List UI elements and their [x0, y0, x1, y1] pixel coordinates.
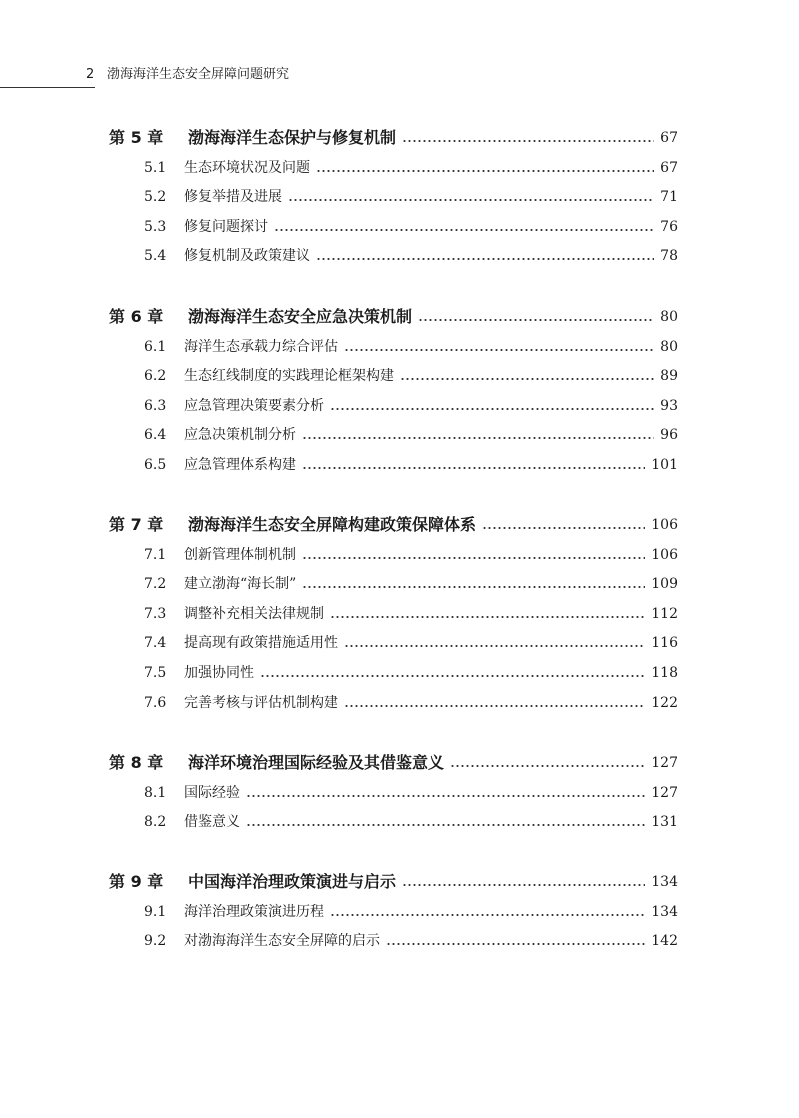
dot-leader — [402, 139, 654, 143]
page-reference: 106 — [651, 517, 678, 533]
page-reference: 93 — [660, 398, 678, 414]
page-reference: 101 — [651, 457, 678, 473]
chapter-title: 渤海海洋生态保护与修复机制 — [188, 128, 397, 147]
section-number: 6.1 — [144, 339, 167, 355]
dot-leader — [302, 556, 645, 560]
chapter-number: 第 7 章 — [109, 515, 164, 534]
section-number: 7.4 — [144, 635, 167, 651]
toc-chapter-row — [0, 126, 799, 150]
section-number: 6.5 — [144, 457, 167, 473]
header-rule — [0, 87, 95, 88]
toc-section-row — [0, 215, 799, 239]
section-number: 8.1 — [144, 785, 167, 801]
section-title: 应急管理决策要素分析 — [184, 398, 324, 414]
toc-section-row — [0, 929, 799, 953]
toc-section-row — [0, 602, 799, 626]
page-reference: 127 — [651, 755, 678, 771]
page-reference: 131 — [651, 814, 678, 830]
dot-leader — [246, 794, 645, 798]
dot-leader — [344, 644, 645, 648]
dot-leader — [302, 436, 654, 440]
page-reference: 134 — [651, 874, 678, 890]
page-reference: 89 — [660, 368, 678, 384]
section-title: 加强协同性 — [184, 665, 254, 681]
section-number: 8.2 — [144, 814, 167, 830]
toc-section-row — [0, 900, 799, 924]
section-number: 7.3 — [144, 606, 167, 622]
section-number: 6.4 — [144, 427, 167, 443]
section-number: 5.3 — [144, 219, 167, 235]
toc-section-row — [0, 394, 799, 418]
toc-section-row — [0, 781, 799, 805]
dot-leader — [316, 257, 654, 261]
section-title: 国际经验 — [184, 785, 240, 801]
section-title: 对渤海海洋生态安全屏障的启示 — [184, 933, 380, 949]
running-title: 渤海海洋生态安全屏障问题研究 — [107, 67, 290, 82]
toc-section-row — [0, 661, 799, 685]
dot-leader — [316, 169, 654, 173]
dot-leader — [330, 913, 645, 917]
dot-leader — [288, 198, 654, 202]
toc-chapter-row — [0, 305, 799, 329]
dot-leader — [302, 466, 645, 470]
toc-section-row — [0, 423, 799, 447]
page-reference: 71 — [660, 189, 678, 205]
chapter-title: 中国海洋治理政策演进与启示 — [188, 872, 397, 891]
section-number: 6.2 — [144, 368, 167, 384]
page-reference: 116 — [651, 635, 678, 651]
section-title: 修复机制及政策建议 — [184, 248, 310, 264]
section-number: 6.3 — [144, 398, 167, 414]
section-title: 修复举措及进展 — [184, 189, 282, 205]
dot-leader — [400, 377, 654, 381]
page-number: 2 — [86, 67, 95, 82]
section-title: 修复问题探讨 — [184, 219, 268, 235]
toc-section-row — [0, 185, 799, 209]
dot-leader — [344, 348, 654, 352]
page-reference: 127 — [651, 785, 678, 801]
page-reference: 142 — [651, 933, 678, 949]
page-reference: 122 — [651, 695, 678, 711]
section-title: 生态红线制度的实践理论框架构建 — [184, 368, 394, 384]
section-number: 9.2 — [144, 933, 167, 949]
toc-section-row — [0, 335, 799, 359]
dot-leader — [386, 942, 645, 946]
page-reference: 67 — [660, 160, 678, 176]
section-title: 海洋治理政策演进历程 — [184, 904, 324, 920]
section-number: 5.1 — [144, 160, 167, 176]
dot-leader — [344, 704, 645, 708]
section-number: 7.5 — [144, 665, 167, 681]
chapter-number: 第 5 章 — [109, 128, 164, 147]
toc-section-row — [0, 543, 799, 567]
dot-leader — [274, 228, 654, 232]
chapter-number: 第 6 章 — [109, 307, 164, 326]
page-reference: 106 — [651, 547, 678, 563]
section-title: 提高现有政策措施适用性 — [184, 635, 338, 651]
section-number: 7.2 — [144, 576, 167, 592]
page-reference: 76 — [660, 219, 678, 235]
dot-leader — [246, 823, 645, 827]
section-title: 借鉴意义 — [184, 814, 240, 830]
section-title: 生态环境状况及问题 — [184, 160, 310, 176]
toc-chapter-row — [0, 870, 799, 894]
page-reference: 78 — [660, 248, 678, 264]
dot-leader — [450, 764, 645, 768]
chapter-title: 海洋环境治理国际经验及其借鉴意义 — [188, 753, 445, 772]
section-title: 创新管理体制机制 — [184, 547, 296, 563]
section-number: 5.2 — [144, 189, 167, 205]
chapter-number: 第 8 章 — [109, 753, 164, 772]
section-number: 5.4 — [144, 248, 167, 264]
section-title: 应急决策机制分析 — [184, 427, 296, 443]
chapter-title: 渤海海洋生态安全屏障构建政策保障体系 — [188, 515, 477, 534]
dot-leader — [402, 883, 645, 887]
section-title: 建立渤海“海长制” — [184, 576, 297, 592]
toc-section-row — [0, 572, 799, 596]
page-reference: 67 — [660, 130, 678, 146]
dot-leader — [330, 407, 654, 411]
dot-leader — [418, 318, 654, 322]
section-number: 7.6 — [144, 695, 167, 711]
section-title: 完善考核与评估机制构建 — [184, 695, 338, 711]
page-reference: 134 — [651, 904, 678, 920]
toc-section-row — [0, 453, 799, 477]
page-reference: 118 — [651, 665, 678, 681]
toc-section-row — [0, 810, 799, 834]
dot-leader — [482, 526, 645, 530]
page-reference: 112 — [651, 606, 678, 622]
section-title: 调整补充相关法律规制 — [184, 606, 324, 622]
dot-leader — [330, 615, 645, 619]
chapter-number: 第 9 章 — [109, 872, 164, 891]
dot-leader — [302, 585, 645, 589]
page-header — [0, 66, 799, 86]
section-number: 9.1 — [144, 904, 167, 920]
page-reference: 96 — [660, 427, 678, 443]
toc-section-row — [0, 244, 799, 268]
toc-section-row — [0, 631, 799, 655]
section-title: 应急管理体系构建 — [184, 457, 296, 473]
page-reference: 80 — [660, 339, 678, 355]
dot-leader — [260, 674, 645, 678]
page-reference: 80 — [660, 309, 678, 325]
section-title: 海洋生态承载力综合评估 — [184, 339, 338, 355]
toc-section-row — [0, 364, 799, 388]
toc-section-row — [0, 156, 799, 180]
toc-chapter-row — [0, 751, 799, 775]
toc-chapter-row — [0, 513, 799, 537]
page-reference: 109 — [651, 576, 678, 592]
toc-section-row — [0, 691, 799, 715]
section-number: 7.1 — [144, 547, 167, 563]
chapter-title: 渤海海洋生态安全应急决策机制 — [188, 307, 413, 326]
